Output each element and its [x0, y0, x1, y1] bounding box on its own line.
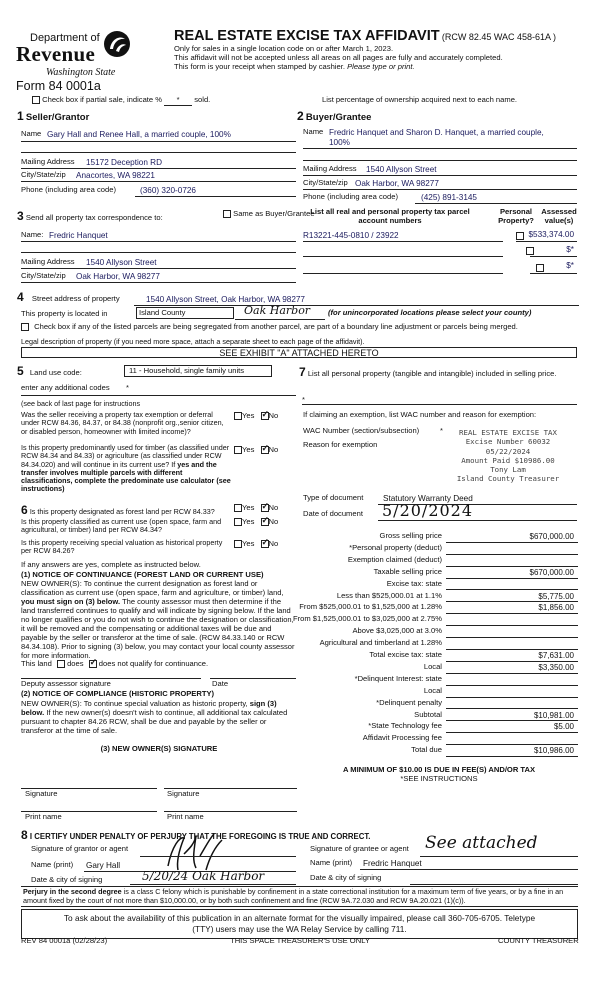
timber-question-bold: yes and the transfer involves multiple parcels with different classifications, complete the predominate use calculator (see instructions) [21, 459, 231, 494]
dor-logo [16, 28, 134, 80]
seller-name[interactable]: Gary Hall and Renee Hall, a married couple, 100% [47, 130, 231, 139]
buyer-mail[interactable]: 1540 Allyson Street [366, 165, 437, 174]
grantee-name[interactable]: Fredric Hanquet [363, 859, 422, 868]
same-as-buyer-checkbox[interactable] [223, 210, 231, 218]
timber-question [21, 444, 233, 494]
land-does-not-label: does not qualify for continuance. [98, 659, 209, 668]
located-in-label: This property is located in [21, 309, 108, 318]
partial-sale-checkbox[interactable] [32, 96, 40, 104]
tax-row-label: Local [423, 661, 442, 671]
current-use-yes-label: Yes [242, 517, 255, 526]
perjury-bold: Perjury in the second degree [23, 887, 122, 896]
land-does-checkbox[interactable] [57, 660, 65, 668]
additional-codes-label: enter any additional codes [21, 383, 110, 392]
subtitle-3-type: Please type or print. [347, 62, 415, 71]
correspondence-title: Send all property tax correspondence to: [25, 213, 163, 222]
tax-row [300, 710, 578, 722]
timber-yes-label: Yes [242, 445, 255, 454]
segregated-label: Check box if any of the listed parcels are being segregated from another parcel, are part of a boundary line adjustment or parcels being merged. [34, 322, 518, 331]
tax-row-label: Agricultural and timberland at 1.28% [319, 638, 442, 648]
county-treasurer-label: COUNTY TREASURER [498, 936, 579, 945]
timber-question-text: Is this property predominantly used for timber (as classified under RCW 84.34 and 84.33) or agriculture (as classified under RCW 84.34.020) and will continue in its current use? If [21, 443, 230, 469]
tax-row-label: Total due [411, 745, 442, 755]
owner-print-1-label: Print name [25, 812, 62, 821]
tax-row-label: Less than $525,000.01 at 1.1% [336, 590, 442, 600]
parcel-col-header: List all real and personal property tax parcel account numbers [310, 207, 470, 225]
tax-row-value[interactable]: $5.00 [553, 722, 574, 732]
buyer-phone[interactable]: (425) 891-3145 [421, 193, 477, 202]
tax-row-label: Exemption claimed (deduct) [347, 554, 442, 564]
current-use-answer [234, 518, 278, 527]
exemption-answer [234, 412, 278, 421]
tax-row-label: Excise tax: state [386, 578, 442, 588]
tax-row [300, 721, 578, 733]
tax-row [300, 686, 578, 698]
dept-of-label: Department of [30, 32, 100, 44]
forest-no-checkbox[interactable] [261, 504, 269, 512]
buyer-name-line2[interactable]: 100% [329, 138, 350, 147]
tax-row-label: Taxable selling price [373, 566, 442, 576]
forest-answer [234, 504, 278, 513]
tax-row [300, 543, 578, 555]
notice-continuance-text [21, 580, 297, 661]
deputy-date-label: Date [212, 679, 229, 688]
historic-yes-checkbox[interactable] [234, 540, 242, 548]
revenue-swirl-icon [102, 29, 132, 59]
personal-property-label: List all personal property (tangible and intangible) included in selling price. [307, 369, 557, 378]
timber-yes-checkbox[interactable] [234, 446, 242, 454]
timber-no-label: No [268, 445, 279, 454]
personal-property-value[interactable]: * [302, 395, 305, 404]
washington-state-label: Washington State [46, 67, 116, 78]
buyer-heading [297, 110, 371, 124]
tax-row-value[interactable]: $670,000.00 [529, 532, 574, 541]
exemption-claim-label: If claiming an exemption, list WAC number and reason for exemption: [303, 410, 537, 419]
treasurer-stamp [444, 428, 572, 484]
correspondence-city-label: City/State/zip [21, 271, 66, 280]
buyer-number: 2 [297, 109, 304, 123]
deputy-signature-label: Deputy assessor signature [21, 679, 111, 688]
forest-yes-checkbox[interactable] [234, 504, 242, 512]
forest-question-text: Is this property designated as forest land per RCW 84.33? [29, 507, 215, 516]
tax-row [300, 674, 578, 686]
forest-yes-label: Yes [242, 503, 255, 512]
doc-type-label: Type of document [303, 493, 364, 502]
tax-row [300, 733, 578, 745]
partial-sale-label: Check box if partial sale, indicate % [42, 95, 162, 104]
revenue-wordmark: Revenue [16, 42, 96, 66]
form-title-ref: (RCW 82.45 WAC 458-61A ) [441, 32, 557, 42]
land-use-select[interactable]: 11 - Household, single family units [124, 365, 272, 377]
tax-row-value[interactable]: $5,775.00 [538, 591, 574, 601]
grantor-signature-label: Signature of grantor or agent [31, 844, 129, 853]
tax-row-value[interactable]: $1,856.00 [538, 603, 574, 613]
parcel-row-1[interactable]: R13221-445-0810 / 23922 [303, 231, 399, 240]
tax-row-value[interactable]: $10,986.00 [533, 746, 574, 756]
grantee-date-label: Date & city of signing [310, 873, 382, 882]
partial-sale-percent[interactable]: * [164, 96, 192, 106]
notice-continuance-a: NEW OWNER(S): To continue the current designation as forest land or classification as current use (open space, farm and agriculture, or timber) land, [21, 579, 284, 597]
reason-label: Reason for exemption [303, 440, 378, 449]
accessibility-notice [21, 909, 578, 939]
buyer-phone-label: Phone (including area code) [303, 192, 398, 201]
assessed-col-header: Assessed value(s) [541, 207, 577, 225]
exemption-no-checkbox[interactable] [261, 412, 269, 420]
grantee-signature-label: Signature of grantee or agent [310, 844, 409, 853]
tax-row [300, 698, 578, 710]
partial-sold-label: sold. [194, 95, 211, 104]
minimum-due-note: A MINIMUM OF $10.00 IS DUE IN FEE(S) AND/OR TAX [342, 765, 536, 774]
property-number: 4 [17, 290, 24, 304]
subtitle-3 [174, 63, 415, 72]
parcel-row-3-value[interactable]: $* [566, 261, 574, 270]
personal-property-number: 7 [299, 365, 306, 379]
stamp-line-1: REAL ESTATE EXCISE TAX [459, 428, 557, 437]
land-use-number: 5 [17, 364, 24, 378]
land-use-label: Land use code: [29, 368, 82, 377]
tax-row-line [446, 756, 578, 757]
notice-continuance-c: The county assessor must then determine if the land transferred continues to qualify and will indicate by signing below. If the land no longer qualifies or you do not wish to continue the designation or classification, it will be removed and the compensating or additional taxes will be due and payable by the seller or transferor at the time of sale. (RCW 84.33.140 or RCW 84.34.108). Prior to signing (3) below, you may contact your local county assessor for more information. [21, 596, 295, 660]
buyer-city[interactable]: Oak Harbor, WA 98277 [355, 179, 439, 188]
stamp-line-6: Island County Treasurer [456, 474, 560, 484]
current-use-question: Is this property classified as current use (open space, farm and agricultural, or timber) land per RCW 84.34? [21, 517, 222, 535]
notice-compliance-text [21, 700, 297, 736]
tax-row-label: *Delinquent Interest: state [354, 673, 442, 683]
perjury-text: is a class C felony which is punishable by confinement in a state correctional institution for a maximum term of five years, or by a fine in an amount fixed by the court of not more than $10,000.00, or by both such confinement and fine (RCW 9A.72.030 and RCW 9A.20.021 (1)(c)). [23, 887, 564, 905]
doc-type[interactable]: Statutory Warranty Deed [383, 494, 473, 503]
same-as-buyer-row [223, 210, 315, 219]
same-as-buyer-label: Same as Buyer/Grantee [233, 209, 315, 218]
exemption-yes-label: Yes [242, 411, 255, 420]
forest-question [21, 504, 235, 518]
historic-question: Is this property receiving special valuation as historical property per RCW 84.26? [21, 538, 223, 556]
tax-row [300, 531, 578, 543]
owner-signature-1-label: Signature [25, 789, 58, 798]
certify-number: 8 [21, 828, 28, 842]
this-land-label: This land [21, 659, 52, 668]
grantor-date-label: Date & city of signing [31, 875, 103, 884]
grantee-name-label: Name (print) [310, 858, 353, 867]
tax-row-label: Above $3,025,000 at 3.0% [352, 626, 442, 636]
tax-row-label: Total excise tax: state [369, 650, 442, 659]
owner-signature-2-label: Signature [167, 789, 200, 798]
seller-city[interactable]: Anacortes, WA 98221 [76, 171, 155, 180]
tax-row [300, 650, 578, 662]
notice-continuance-b: you must sign on (3) below. [21, 596, 121, 606]
perjury-notice [21, 886, 578, 907]
buyer-name-label: Name [303, 127, 324, 136]
seller-heading [17, 110, 89, 124]
timber-answer [234, 446, 278, 455]
accessibility-line-2: (TTY) users may use the WA Relay Service by calling 711. [192, 924, 407, 935]
tax-row-value[interactable]: $10,981.00 [533, 710, 574, 720]
tax-row [300, 662, 578, 674]
timber-no-checkbox[interactable] [261, 446, 269, 454]
new-owner-signature-title: (3) NEW OWNER(S) SIGNATURE [100, 744, 218, 753]
segregated-checkbox[interactable] [21, 323, 29, 331]
legal-description[interactable]: SEE EXHIBIT "A" ATTACHED HERETO [21, 347, 577, 358]
buyer-city-label: City/State/zip [303, 178, 348, 187]
seller-mail[interactable]: 15172 Deception RD [86, 158, 163, 167]
forest-no-label: No [268, 503, 279, 512]
current-use-no-label: No [268, 517, 279, 526]
property-street-label: Street address of property [31, 294, 120, 303]
county-select[interactable]: Island County [136, 307, 234, 319]
tax-row [300, 555, 578, 567]
grantee-signature[interactable]: See attached [425, 833, 538, 853]
see-instructions-note: *SEE INSTRUCTIONS [400, 774, 478, 783]
personal-prop-col-header: Personal Property? [498, 207, 534, 225]
notice-compliance-a: NEW OWNER(S): To continue special valuation as historic property, [21, 699, 248, 708]
stamp-line-4: Amount Paid $10986.00 [461, 455, 555, 465]
notice-compliance-c: If the new owner(s) doesn't wish to continue, all additional tax calculated pursuant to chapter 84.26 RCW, shall be due and payable by the seller or transferor at the time of sale. [21, 707, 288, 735]
seller-phone[interactable]: (360) 320-0726 [140, 186, 196, 195]
exemption-yes-checkbox[interactable] [234, 412, 242, 420]
correspondence-mail-label: Mailing Address [21, 257, 75, 266]
tax-row-label: Local [423, 685, 442, 695]
parcel-row-2-value[interactable]: $* [566, 245, 574, 254]
tax-row-label: From $525,000.01 to $1,525,000 at 1.28% [299, 602, 442, 612]
correspondence-city[interactable]: Oak Harbor, WA 98277 [76, 272, 160, 281]
stamp-line-2: Excise Number 60032 [465, 437, 551, 447]
see-back-note: (see back of last page for instructions [21, 399, 141, 408]
doc-date-label: Date of document [303, 509, 363, 518]
correspondence-name[interactable]: Fredric Hanquet [49, 231, 108, 240]
grantor-name[interactable]: Gary Hall [86, 861, 121, 870]
tax-row-label: *State Technology fee [368, 721, 442, 731]
seller-number: 1 [17, 109, 24, 123]
legal-description-label: Legal description of property (if you need more space, attach a separate sheet to each page of the affidavit). [21, 337, 365, 346]
tax-row-label: *Delinquent penalty [376, 697, 442, 707]
tax-row-label: Subtotal [414, 709, 442, 719]
if-any-yes-note: If any answers are yes, complete as instructed below. [21, 560, 201, 569]
uninc-note: (for unincorporated locations please select your county) [328, 308, 532, 317]
forest-number: 6 [21, 503, 28, 517]
tax-row [300, 591, 578, 603]
seller-title: Seller/Grantor [25, 112, 90, 123]
ownership-note: List percentage of ownership acquired next to each name. [322, 95, 518, 104]
form-number: Form 84 0001a [16, 79, 101, 93]
notice-compliance-title: (2) NOTICE OF COMPLIANCE (HISTORIC PROPERTY) [21, 689, 215, 698]
tax-row [300, 567, 578, 579]
tax-row-label: Affidavit Processing fee [362, 733, 442, 743]
land-does-label: does [67, 659, 84, 668]
tax-row [292, 614, 578, 626]
segregated-row [21, 323, 518, 332]
buyer-title: Buyer/Grantee [305, 112, 372, 123]
seller-mail-label: Mailing Address [21, 157, 75, 166]
exemption-question: Was the seller receiving a property tax exemption or deferral under RCW 84.36, 84.37, or 84.38 (nonprofit org.,senior citizen, or disabled person, homeowner with limited income)? [21, 410, 224, 436]
notice-compliance-b: sign (3) below. [21, 699, 277, 717]
tax-row [300, 745, 578, 757]
additional-codes-value[interactable]: * [126, 383, 129, 392]
subtitle-3-text: This form is your receipt when stamped by cashier. [174, 62, 345, 71]
tax-row-value[interactable]: $670,000.00 [529, 567, 574, 577]
subtitle-2: This affidavit will not be accepted unless all areas on all pages are fully and accurately completed. [174, 53, 503, 62]
current-use-no-checkbox[interactable] [261, 518, 269, 526]
seller-phone-label: Phone (including area code) [21, 185, 116, 194]
tax-row-value[interactable]: $3,350.00 [538, 662, 574, 672]
historic-yes-label: Yes [242, 539, 255, 548]
stamp-line-3: 05/22/2024 [485, 446, 531, 456]
tax-row [300, 626, 578, 638]
personal-property-heading [299, 366, 575, 380]
wac-value[interactable]: * [440, 426, 443, 435]
tax-row [300, 638, 578, 650]
exemption-no-label: No [268, 411, 279, 420]
historic-no-checkbox[interactable] [261, 540, 269, 548]
accessibility-line-1: To ask about the availability of this publication in an alternate format for the visually impaired, please call 360-705-6705. Teletype [63, 913, 536, 923]
correspondence-number: 3 [17, 209, 24, 223]
tax-row [300, 579, 578, 591]
property-street[interactable]: 1540 Allyson Street, Oak Harbor, WA 98277 [146, 295, 305, 304]
form-revision: REV 84 0001a (02/28/23) [21, 936, 108, 945]
buyer-mail-label: Mailing Address [303, 164, 357, 173]
land-use-heading [17, 365, 82, 379]
historic-answer [234, 540, 278, 549]
certify-text: I CERTIFY UNDER PENALTY OF PERJURY THAT THE FOREGOING IS TRUE AND CORRECT. [29, 832, 371, 841]
stamp-line-5: Tony Lam [490, 465, 526, 474]
historic-no-label: No [268, 539, 279, 548]
owner-print-2-label: Print name [167, 812, 204, 821]
notice-continuance-title: (1) NOTICE OF CONTINUANCE (FOREST LAND OR CURRENT USE) [21, 570, 264, 579]
form-title [174, 28, 556, 45]
seller-name-label: Name [21, 129, 42, 138]
tax-row-label: From $1,525,000.01 to $3,025,000 at 2.75% [292, 614, 442, 624]
current-use-yes-checkbox[interactable] [234, 518, 242, 526]
tax-row [300, 602, 578, 614]
subtitle-1: Only for sales in a single location code on or after March 1, 2023. [174, 44, 394, 53]
wac-label: WAC Number (section/subsection) [303, 426, 420, 435]
tax-row-label: *Personal property (deduct) [349, 542, 442, 552]
buyer-name-line1[interactable]: Fredric Hanquet and Sharon D. Hanquet, a married couple, [329, 128, 544, 137]
seller-city-label: City/State/zip [21, 170, 66, 179]
land-does-not-checkbox[interactable] [89, 660, 97, 668]
parcel-row-1-value[interactable]: $533,374.00 [528, 230, 574, 239]
tax-row-value[interactable]: $7,631.00 [538, 651, 574, 660]
correspondence-heading [17, 210, 163, 224]
correspondence-name-label: Name: [21, 230, 44, 239]
treasurer-use-label: THIS SPACE TREASURER'S USE ONLY [230, 936, 370, 945]
correspondence-mail[interactable]: 1540 Allyson Street [86, 258, 157, 267]
form-title-text: REAL ESTATE EXCISE TAX AFFIDAVIT [174, 28, 440, 44]
tax-row-label: Gross selling price [379, 531, 442, 540]
grantor-name-label: Name (print) [31, 860, 74, 869]
grantor-date-city[interactable]: 5/20/24 Oak Harbor [142, 869, 265, 883]
doc-date[interactable]: 5/20/2024 [382, 501, 474, 520]
this-land-row [21, 660, 208, 669]
property-street-row [17, 291, 120, 305]
partial-sale-row [32, 96, 210, 106]
property-city-handwritten[interactable]: Oak Harbor [244, 304, 311, 317]
